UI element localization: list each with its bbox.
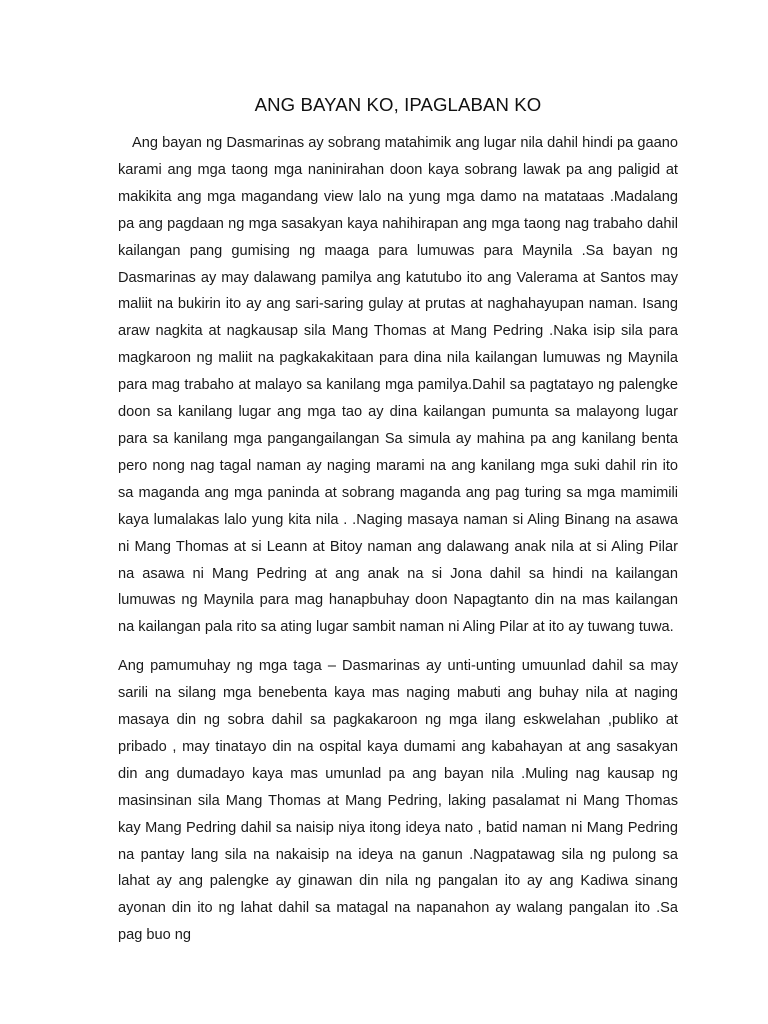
paragraph-2: Ang pamumuhay ng mga taga – Dasmarinas ay unti-unting umuunlad dahil sa may sarili na silang mga benebenta kaya mas naging mabuti ang buhay nila at naging masaya din ng sobra dahil sa pagkakaroon ng mga ilang eskwelahan ,publiko at pribado , may tinatayo din na ospital kaya dumami ang kabahayan at ang sasakyan din ang dumadayo kaya mas umunlad pa ang bayan nila .Muling nag kausap ng masinsinan sila Mang Thomas at Mang Pedring, laking pasalamat ni Mang Thomas kay Mang Pedring dahil sa naisip niya itong ideya nato , batid naman ni Mang Pedring na pantay lang sila na nakaisip na ideya na ganun .Nagpatawag sila ng pulong sa lahat ay ang palengke ay ginawan din nila ng pangalan ito ay ang Kadiwa sinang ayonan din ito ng lahat dahil sa matagal na napanahon ay walang pangalan ito .Sa pag buo ng xyxy=(118,658,678,944)
document-body xyxy=(118,92,678,949)
document-title: ANG BAYAN KO, IPAGLABAN KO xyxy=(254,94,542,115)
paragraph-1: Ang bayan ng Dasmarinas ay sobrang matahimik ang lugar nila dahil hindi pa gaano karami ang mga taong mga naninirahan doon kaya sobrang lawak pa ang paligid at makikita ang mga magandang view lalo na yung mga damo na matataas .Madalang pa ang pagdaan ng mga sasakyan kaya nahihirapan ang mga taong nag trabaho dahil kailangan pang gumising ng maaga para lumuwas para Maynila .Sa bayan ng Dasmarinas ay may dalawang pamilya ang katutubo ito ang Valerama at Santos may maliit na bukirin ito ay ang sari-saring gulay at prutas at naghahayupan naman. Isang araw nagkita at nagkausap sila Mang Thomas at Mang Pedring .Naka isip sila para magkaroon ng maliit na pagkakakitaan para dina nila kailangan lumuwas ng Maynila para mag trabaho at malayo sa kanilang mga pamilya.Dahil sa pagtatayo ng palengke doon sa kanilang lugar ang mga tao ay dina kailangan pumunta sa malayong lugar para sa kanilang mga pangangailangan Sa simula ay mahina pa ang kanilang benta pero nong nag tagal naman ay naging marami na ang kanilang mga suki dahil rin ito sa maganda ang mga paninda at sobrang maganda ang pag turing sa mga mamimili kaya lumalakas lalo yung kita nila . .Naging masaya naman si Aling Binang na asawa ni Mang Thomas at si Leann at Bitoy naman ang dalawang anak nila at si Aling Pilar na asawa ni Mang Pedring at ang anak na si Jona dahil sa hindi na kailangan lumuwas ng Maynila para mag hanapbuhay doon Napagtanto din na mas kailangan na kailangan pala rito sa ating lugar sambit naman ni Aling Pilar at ito ay tuwang tuwa. xyxy=(118,135,678,636)
